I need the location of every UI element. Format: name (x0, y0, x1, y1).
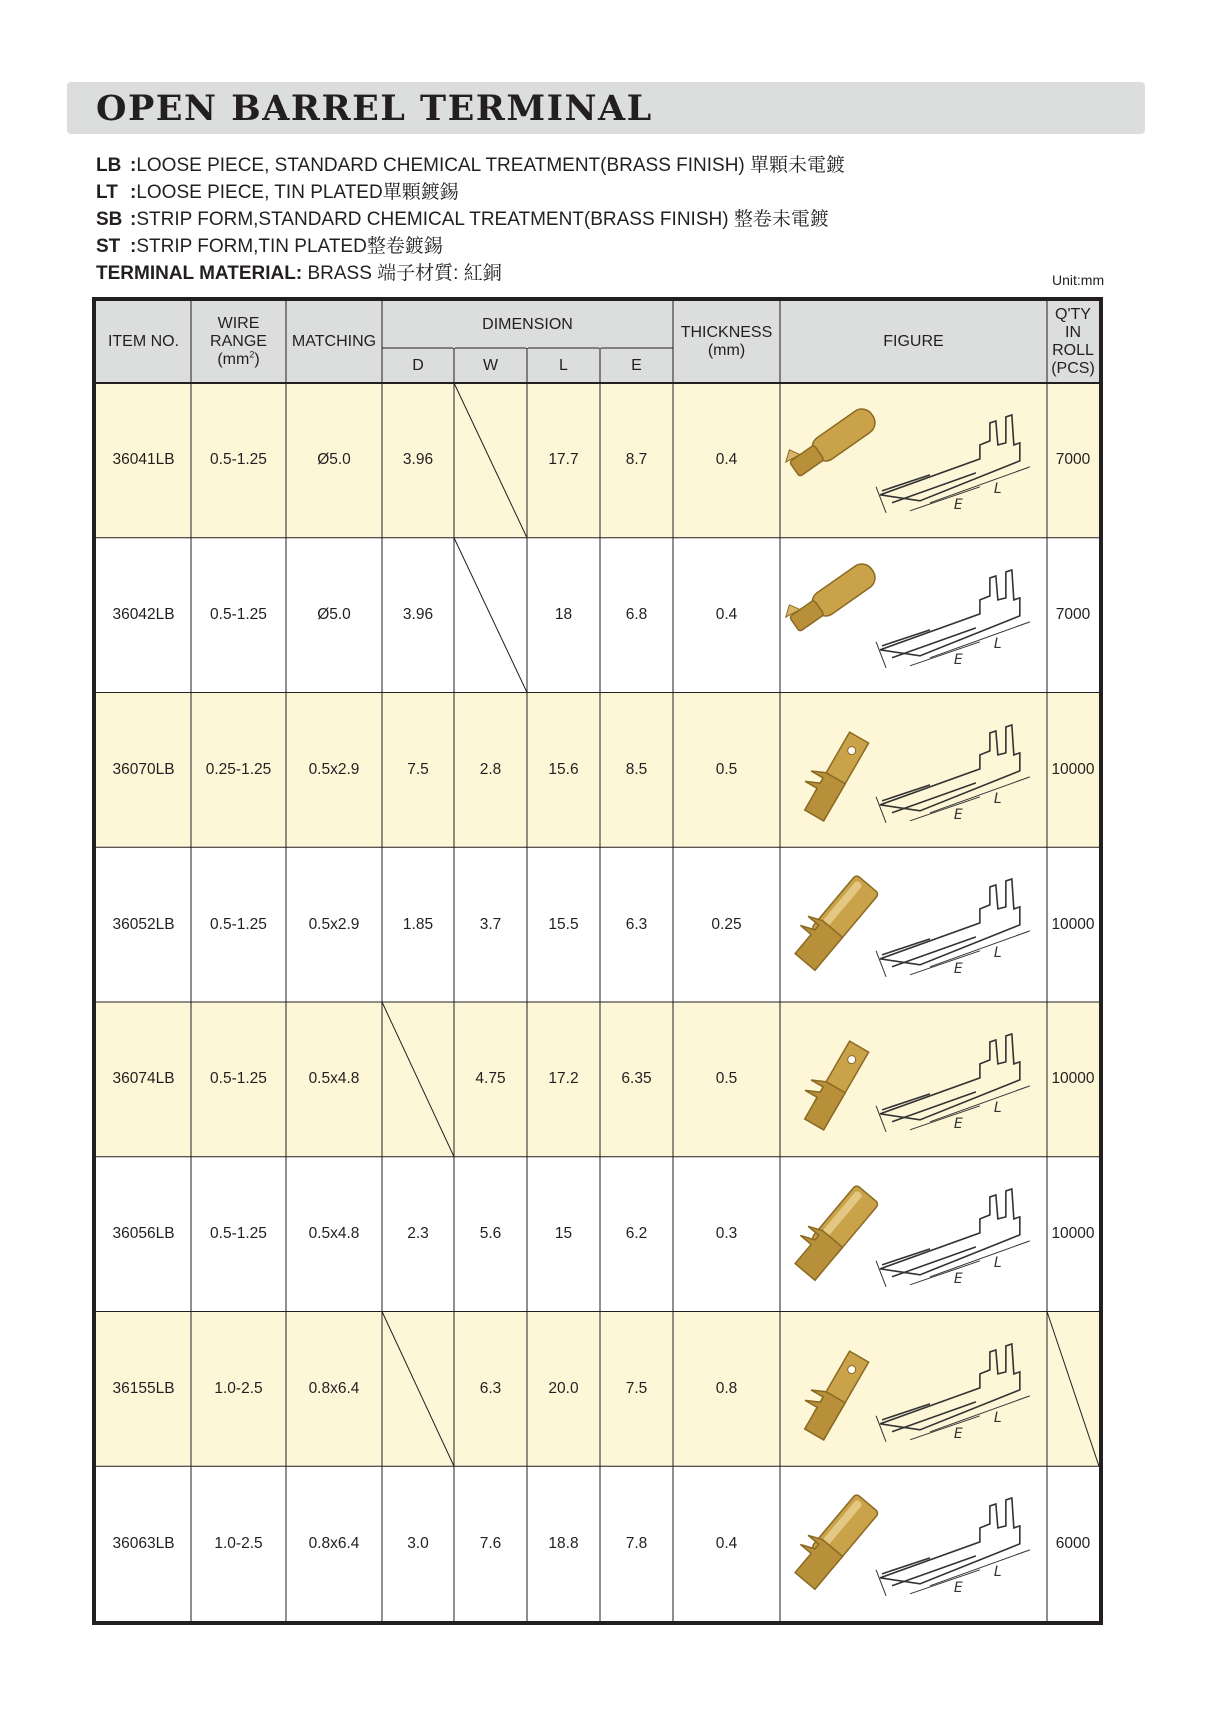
header-qty (1047, 301, 1099, 383)
bullet-male-icon (780, 538, 1047, 693)
legend-text: STRIP FORM,TIN PLATED整卷鍍錫 (136, 236, 443, 257)
cell-e: 6.3 (625, 915, 648, 933)
cell-item: 36070LB (112, 760, 175, 778)
legend-text: STRIP FORM,STANDARD CHEMICAL TREATMENT(BRASS FINISH) 整卷未電鍍 (136, 209, 829, 230)
header-d: D (412, 356, 424, 374)
receptacle-female-icon (780, 847, 1047, 1002)
header-l: L (559, 356, 568, 374)
cell-wire: 0.5-1.25 (210, 1070, 267, 1088)
dim-l-label: L (993, 1099, 1002, 1116)
cell-d: 2.3 (407, 1225, 429, 1243)
receptacle-female-icon (780, 1466, 1047, 1621)
cell-wire: 0.5-1.25 (210, 606, 267, 624)
header-wire-range (191, 301, 286, 383)
cell-item: 36052LB (112, 915, 175, 933)
cell-matching: 0.5x4.8 (308, 1225, 360, 1243)
tab-male-icon (780, 693, 1047, 848)
dim-l-label: L (993, 635, 1002, 652)
header-dimension: DIMENSION (482, 315, 573, 333)
cell-d: 1.85 (402, 915, 434, 933)
cell-l: 15.6 (548, 760, 579, 778)
cell-item: 36063LB (112, 1534, 175, 1552)
cell-w: 5.6 (479, 1225, 502, 1243)
cell-wire: 0.5-1.25 (210, 451, 267, 469)
cell-l: 17.7 (548, 451, 579, 469)
cell-thickness: 0.4 (715, 1534, 738, 1552)
cell-l: 15 (554, 1225, 573, 1243)
header-matching: MATCHING (291, 333, 377, 350)
cell-d: 3.96 (402, 606, 434, 624)
na-slash (454, 538, 527, 693)
receptacle-female-icon (780, 1157, 1047, 1312)
cell-l: 18 (554, 606, 573, 624)
cell-qty: 10000 (1051, 760, 1095, 778)
dim-l-label: L (993, 1564, 1002, 1581)
cell-e: 7.8 (625, 1534, 648, 1552)
cell-d: 3.96 (402, 451, 434, 469)
dim-e-label: E (953, 961, 963, 978)
legend-text: LOOSE PIECE, TIN PLATED單顆鍍錫 (136, 182, 459, 203)
header-qty-line2: IN (1065, 324, 1081, 341)
dim-l-label: L (993, 945, 1002, 962)
header-wire-range-line2: RANGE (210, 333, 267, 350)
cell-e: 6.35 (621, 1070, 652, 1088)
header-w: W (482, 356, 499, 374)
cell-w: 6.3 (479, 1379, 502, 1397)
cell-wire: 0.25-1.25 (205, 760, 272, 778)
cell-item: 36074LB (112, 1070, 175, 1088)
page-title: OPEN BARREL TERMINAL (96, 88, 653, 129)
legend-item-lt: LT :LOOSE PIECE, TIN PLATED單顆鍍錫 (96, 179, 845, 206)
cell-item: 36155LB (112, 1379, 175, 1397)
cell-w: 4.75 (475, 1070, 506, 1088)
cell-wire: 1.0-2.5 (214, 1379, 263, 1397)
dim-e-label: E (953, 1270, 963, 1287)
header-thickness-line2: (mm) (707, 342, 746, 359)
cell-qty: 10000 (1051, 915, 1095, 933)
terminal-spec-table (92, 297, 1103, 1625)
cell-d: 3.0 (407, 1534, 429, 1552)
cell-w: 3.7 (479, 915, 502, 933)
cell-matching: 0.5x2.9 (308, 760, 360, 778)
dim-e-label: E (953, 496, 963, 513)
cell-e: 6.8 (625, 606, 648, 624)
cell-wire: 0.5-1.25 (210, 1225, 267, 1243)
cell-thickness: 0.25 (711, 915, 742, 933)
cell-matching: 0.5x2.9 (308, 915, 360, 933)
dim-l-label: L (993, 1254, 1002, 1271)
legend-item-st: ST :STRIP FORM,TIN PLATED整卷鍍錫 (96, 233, 845, 260)
cell-w: 7.6 (479, 1534, 502, 1552)
cell-thickness: 0.8 (715, 1379, 738, 1397)
material-value: BRASS 端子材質: 紅銅 (307, 263, 502, 284)
header-wire-range-unit: $(mm^2)$ (217, 349, 260, 368)
legend-item-sb: SB :STRIP FORM,STANDARD CHEMICAL TREATMENT(BRASS FINISH) 整卷未電鍍 (96, 206, 845, 233)
dim-l-label: L (993, 790, 1002, 807)
cell-e: 7.5 (625, 1379, 648, 1397)
cell-qty: 6000 (1055, 1534, 1091, 1552)
header-figure: FIGURE (883, 333, 944, 350)
material-label: TERMINAL MATERIAL: (96, 263, 303, 284)
header-qty-line3: ROLL (1052, 342, 1094, 359)
bullet-female-icon (780, 383, 1047, 538)
cell-d: 7.5 (407, 760, 429, 778)
cell-qty: 7000 (1055, 451, 1091, 469)
legend-code: LT (96, 182, 118, 203)
header-thickness-line1: THICKNESS (680, 324, 773, 341)
legend-text: LOOSE PIECE, STANDARD CHEMICAL TREATMENT(BRASS FINISH) 單顆未電鍍 (136, 155, 846, 176)
cell-item: 36042LB (112, 606, 175, 624)
cell-l: 15.5 (548, 915, 579, 933)
dim-e-label: E (953, 1580, 963, 1597)
cell-item: 36041LB (112, 451, 175, 469)
legend-item-lb: LB :LOOSE PIECE, STANDARD CHEMICAL TREATMENT(BRASS FINISH) 單顆未電鍍 (96, 152, 845, 179)
cell-wire: 1.0-2.5 (214, 1534, 263, 1552)
cell-l: 18.8 (548, 1534, 579, 1552)
unit-label: Unit:mm (1052, 272, 1105, 288)
cell-qty: 7000 (1055, 606, 1091, 624)
cell-thickness: 0.5 (715, 1070, 738, 1088)
cell-thickness: 0.3 (715, 1225, 738, 1243)
cell-thickness: 0.4 (715, 606, 738, 624)
header-e: E (631, 356, 642, 374)
dim-e-label: E (953, 651, 963, 668)
header-wire-range-line1: WIRE (217, 315, 260, 332)
cell-matching: 0.8x6.4 (308, 1534, 360, 1552)
dim-l-label: L (993, 1409, 1002, 1426)
terminal-material (96, 260, 845, 287)
finish-legend (96, 152, 845, 287)
cell-e: 6.2 (625, 1225, 648, 1243)
cell-e: 8.5 (625, 760, 648, 778)
cell-matching: 0.8x6.4 (308, 1379, 360, 1397)
cell-wire: 0.5-1.25 (210, 915, 267, 933)
dim-l-label: L (993, 480, 1002, 497)
legend-code: ST (96, 236, 121, 257)
cell-l: 20.0 (548, 1379, 579, 1397)
title-bar (67, 82, 1145, 134)
cell-w: 2.8 (479, 760, 502, 778)
header-thickness (673, 301, 780, 383)
cell-l: 17.2 (548, 1070, 579, 1088)
dim-e-label: E (953, 1115, 963, 1132)
cell-thickness: 0.4 (715, 451, 738, 469)
legend-code: SB (96, 209, 123, 230)
cell-qty: 10000 (1051, 1070, 1095, 1088)
tab-male-icon (780, 1312, 1047, 1467)
table-grid (96, 301, 1099, 1621)
header-qty-line1: Q'TY (1055, 306, 1091, 323)
cell-e: 8.7 (625, 451, 648, 469)
cell-matching: 0.5x4.8 (308, 1070, 360, 1088)
tab-male-icon (780, 1002, 1047, 1157)
cell-thickness: 0.5 (715, 760, 738, 778)
header-qty-line4: (PCS) (1051, 360, 1095, 377)
dim-e-label: E (953, 1425, 963, 1442)
cell-qty: 10000 (1051, 1225, 1095, 1243)
cell-matching: Ø5.0 (317, 451, 351, 469)
dim-e-label: E (953, 806, 963, 823)
header-item-no: ITEM NO. (107, 333, 180, 350)
cell-item: 36056LB (112, 1225, 175, 1243)
legend-code: LB (96, 155, 122, 176)
cell-matching: Ø5.0 (317, 606, 351, 624)
